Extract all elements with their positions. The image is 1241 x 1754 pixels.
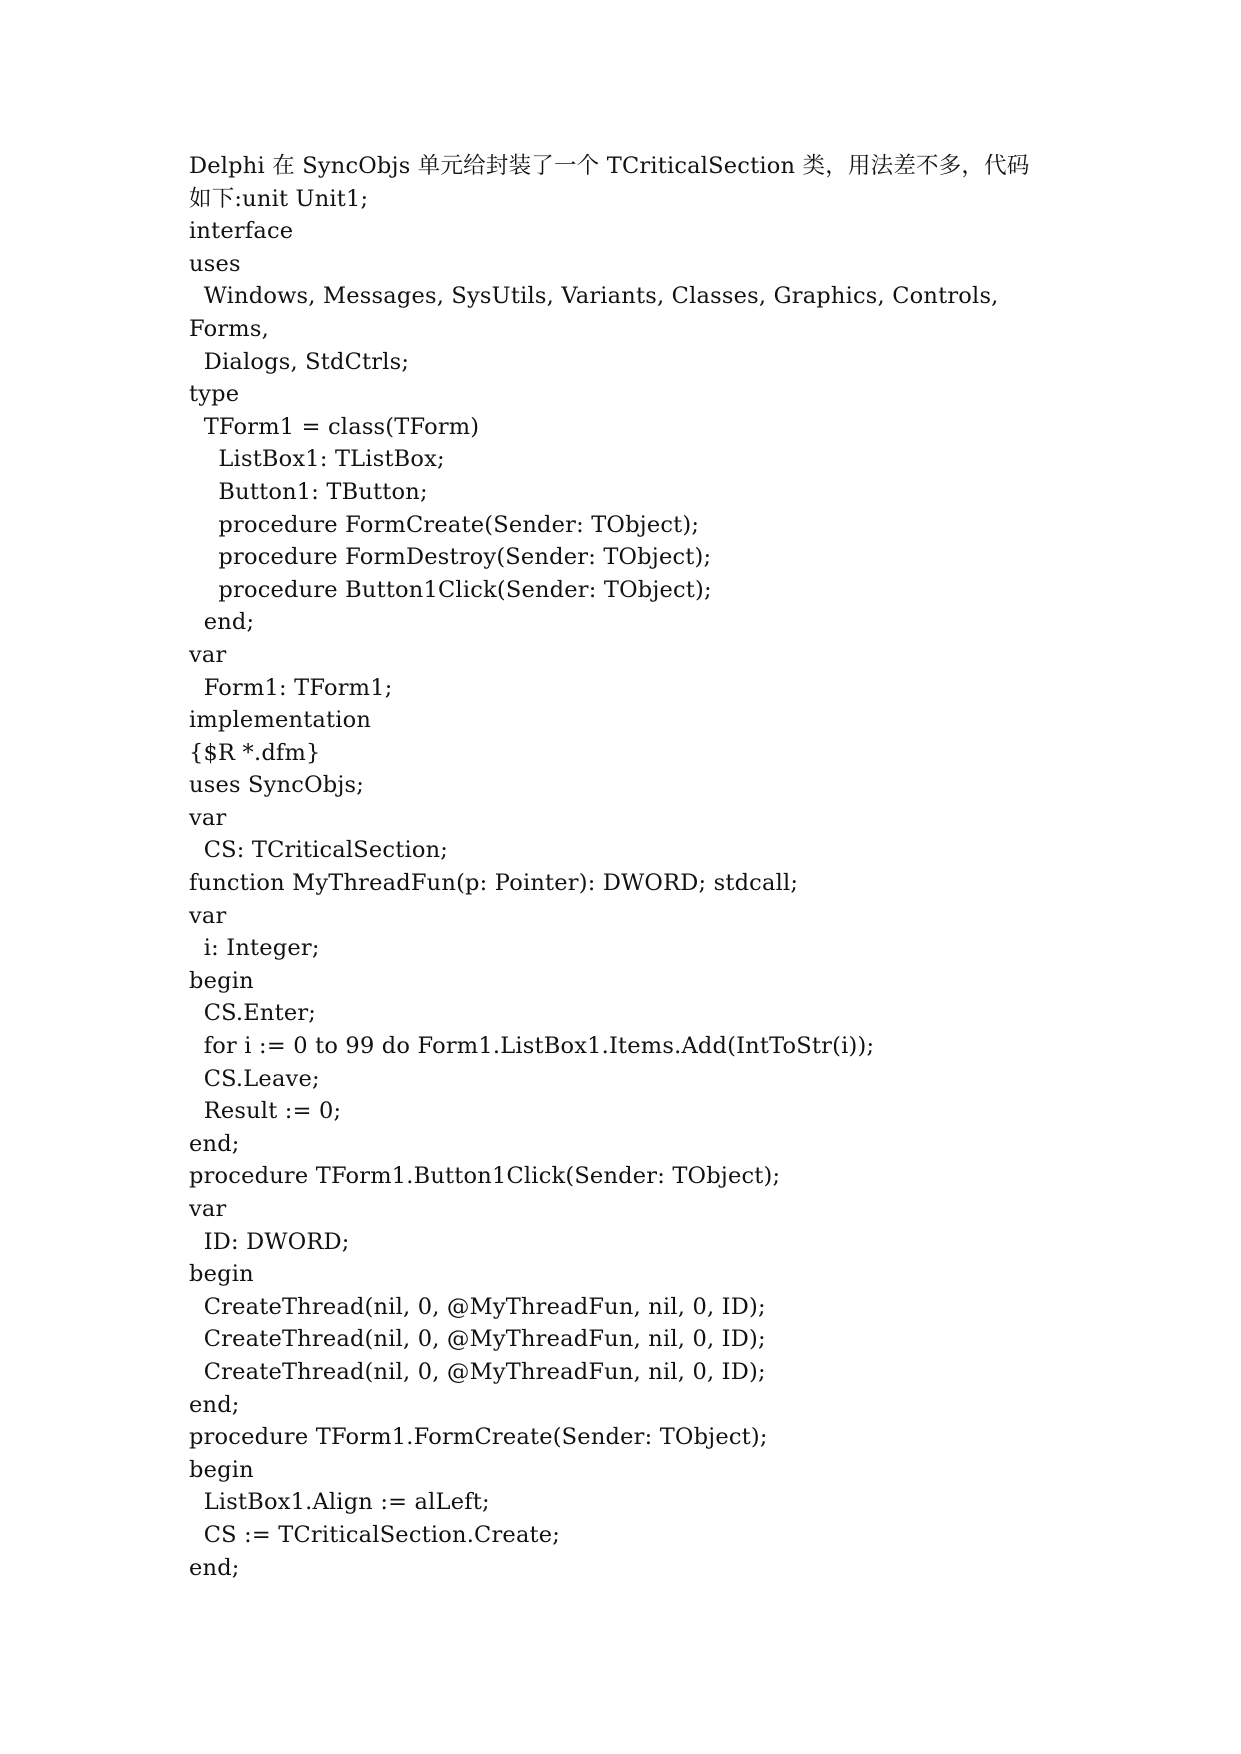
code-line: ListBox1.Align := alLeft; — [189, 1489, 490, 1516]
code-line: CS := TCriticalSection.Create; — [189, 1521, 561, 1548]
code-line: CreateThread(nil, 0, @MyThreadFun, nil, 0, ID); — [189, 1326, 766, 1353]
code-line: var — [189, 902, 227, 929]
code-line: Dialogs, StdCtrls; — [189, 348, 410, 375]
code-line: procedure TForm1.FormCreate(Sender: TObject); — [189, 1424, 768, 1451]
intro-text-line: Delphi 在 SyncObjs 单元给封装了一个 TCriticalSection 类，用法差不多，代码 — [189, 153, 1030, 179]
code-line: interface — [189, 218, 294, 245]
code-line: ListBox1: TListBox; — [189, 446, 445, 473]
code-line: Forms, — [189, 315, 269, 342]
code-line: i: Integer; — [189, 935, 320, 962]
code-line: Form1: TForm1; — [189, 674, 393, 701]
code-line: CS.Enter; — [189, 1000, 317, 1027]
code-line: for i := 0 to 99 do Form1.ListBox1.Items.Add(IntToStr(i)); — [189, 1033, 875, 1060]
code-line: begin — [189, 967, 254, 994]
code-line: implementation — [189, 707, 372, 734]
code-line: ID: DWORD; — [189, 1228, 350, 1255]
code-line: TForm1 = class(TForm) — [189, 413, 480, 440]
code-line: end; — [189, 1554, 240, 1581]
code-line: CreateThread(nil, 0, @MyThreadFun, nil, 0, ID); — [189, 1293, 766, 1320]
code-line: Windows, Messages, SysUtils, Variants, Classes, Graphics, Controls, — [189, 283, 999, 310]
code-line: var — [189, 1196, 227, 1222]
code-line: end; — [189, 1391, 240, 1418]
code-line: begin — [189, 1456, 254, 1483]
code-line: CreateThread(nil, 0, @MyThreadFun, nil, 0, ID); — [189, 1358, 766, 1385]
code-line: var — [189, 641, 227, 668]
code-line: begin — [189, 1261, 254, 1288]
code-line: procedure TForm1.Button1Click(Sender: TObject); — [189, 1163, 781, 1190]
code-line: end; — [189, 1130, 240, 1157]
code-line: function MyThreadFun(p: Pointer): DWORD; stdcall; — [189, 870, 799, 897]
code-line: procedure FormDestroy(Sender: TObject); — [189, 544, 712, 571]
code-line: var — [189, 804, 227, 831]
code-line: type — [189, 381, 240, 408]
code-line: 如下:unit Unit1; — [189, 185, 369, 212]
code-line: Button1: TButton; — [189, 478, 428, 505]
code-line: CS.Leave; — [189, 1065, 320, 1092]
code-line: {$R *.dfm} — [189, 739, 321, 766]
code-line: uses SyncObjs; — [189, 772, 365, 799]
code-line: end; — [189, 609, 255, 636]
code-line: Result := 0; — [189, 1098, 342, 1125]
code-line: CS: TCriticalSection; — [189, 837, 449, 864]
code-line: procedure FormCreate(Sender: TObject); — [189, 511, 700, 538]
code-line: uses — [189, 250, 241, 277]
code-listing — [189, 150, 1069, 1584]
code-line: procedure Button1Click(Sender: TObject); — [189, 576, 712, 603]
